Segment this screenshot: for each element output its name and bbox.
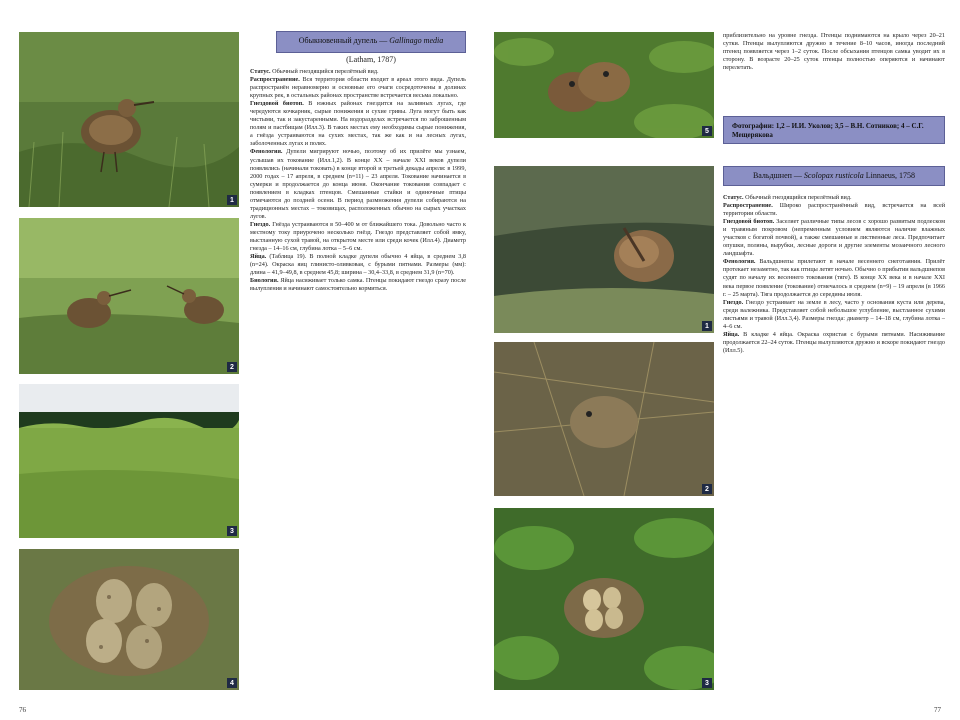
paragraph-nest: Гнездо. Гнездо устраивает на земле в лесу, часто у основания куста или дерева, среди валежника. Представляет собой небольшое углубление, выстланное сухими листьями и травой (Илл.3,4). Размеры гнезда: диаметр – 14–18 см, глубина лотка – 4–6 см. xyxy=(723,298,945,330)
paragraph-distribution: Распространение. Вся территория области входит в ареал этого вида. Дупель распространён неравномерно и основные его очаги сосредоточены в долинах крупных рек, в остальных районах пространстве встречается весьма локально. xyxy=(250,76,466,100)
photo-woodcock-standing xyxy=(494,166,714,333)
continued-text-snipe: приблизительно на уровне гнезда. Птенцы поднимаются на крыло через 20–21 сутки. Птенцы вылупляются дружно в течение 8–10 часов, иногда последний птенец появляется через 1–2 суток. После обсыхания птенцов самка уводит их в сторону. В возрасте 20–25 суток птенцы полностью оперяются и начинают перелетать. xyxy=(723,32,945,72)
species-header-snipe: Обыкновенный дупель — Gallinago media xyxy=(276,31,466,53)
paragraph-status: Статус. Обычный гнездящийся перелётный вид. xyxy=(723,194,852,201)
photo-snipe-pair xyxy=(19,218,239,374)
paragraph-eggs: Яйца. (Таблица 19). В полной кладке дупеля обычно 4 яйца, в среднем 3,8 (n=24). Окраска яиц глинисто-оливковая, с бурыми пятнами. Размеры (мм): длина – 41,9–49,8, в среднем 45,8; ширина – 30,4–33,8, в среднем 31,9 (n=70). xyxy=(250,253,466,277)
paragraph-habitat: Гнездовой биотоп. Заселяет различные типы лесов с хорошо развитым подлеском и травяным покровом (непременным условием являются наличие влажных участков с богатой почвой), а также смешанные и лиственные леса. Предпочитает опушки, поляны, вырубки, лесные дороги и другие элементы мозаичного лесного ландшафта. xyxy=(723,218,945,258)
paragraph-phenology: Фенология. Дупели мигрируют ночью, поэтому об их прилёте мы узнаем, услышав их токование (Илл.1,2). В конце XX – начале XXI веков дупели появлялись (начинали токовать) в конце второй и третьей декады апреля: в 1999, 2000 годах – 17 апреля, в среднем (n=11) – 23 апреля. Токование начинается в сумерки и продолжается до конца июня. Окончание токования совпадает с появлением в кладках птенцов. Смешанные стайки и одиночные птицы отмечаются до поздней осени. В период размножения дупели собираются на традиционных местах – токовищах, расположенных обычно на сырых участках лугов. xyxy=(250,148,466,220)
photo-number: 3 xyxy=(227,526,237,536)
paragraph-phenology: Фенология. Вальдшнепы прилетают в начале весеннего снеготаяния. Прилёт протекает незаметно, так как птицы летят ночью. Обычно о прибытии вальдшнепов судят по началу их весеннего токования (тяге). В конце XX века и в начале XXI века первое появление (токование) отмечалось в среднем (n=9) – 19 апреля (в 1966 г. – 25 марта). Тяга продолжается до середины июля. xyxy=(723,258,945,298)
page-number-right: 77 xyxy=(934,706,941,714)
species-text-snipe xyxy=(250,68,466,700)
paragraph-nest: Гнездо. Гнёзда устраиваются в 50–400 м от ближайшего тока. Довольно часто к местному току приурочено несколько гнёзд. Гнездо представляет собой ямку, выстланную сухой травой, на открытом месте или среди кочек (Илл.4). Диаметр гнезда – 14–16 см, глубина лотка – 5–6 см. xyxy=(250,220,466,253)
paragraph-status: Статус. Обычный гнездящийся перелётный вид. xyxy=(250,68,379,75)
photo-number: 4 xyxy=(227,678,237,688)
species-latin: Scolopax rusticola xyxy=(803,171,864,180)
photo-number: 1 xyxy=(227,195,237,205)
paragraph-biology: Биология. Яйца насиживает только самка. Птенцы покидают гнездо сразу после вылупления и начинают самостоятельно кормиться. xyxy=(250,277,466,293)
photo-number: 3 xyxy=(702,678,712,688)
paragraph-eggs: Яйца. В кладке 4 яйца. Окраска охристая с бурыми пятнами. Насиживание продолжается 22–24 суток. Птенцы вылупляются дружно и вскоре покидают гнездо (Илл.5). xyxy=(723,330,945,354)
photo-meadow-habitat xyxy=(19,384,239,538)
photo-credits: Фотографии: 1,2 – И.И. Уколов; 3,5 – В.Н. Сотников; 4 – С.Г. Мещерякова xyxy=(723,116,945,144)
photo-number: 2 xyxy=(702,484,712,494)
paragraph-habitat: Гнездовой биотоп. В южных районах гнездится на заливных лугах, где чередуются кочкарник, сырые понижения и сухие гривы. Луга могут быть как чистыми, так и закустаренными. На водоразделах встречается по заброшенным полям и пастбищам (Илл.3). В таких местах ему необходимы сырые понижения, а гнёзда устраиваются на сухих местах, так же как и на лесных лугах, заболоченных лугах и полях. xyxy=(250,100,466,148)
photo-snipe-nest-eggs xyxy=(19,549,239,690)
page-number-left: 76 xyxy=(19,706,26,714)
photo-woodcock-nest-eggs xyxy=(494,508,714,690)
photo-woodcock-on-nest xyxy=(494,342,714,496)
species-title: Вальдшнеп xyxy=(752,171,792,180)
photo-number: 5 xyxy=(702,126,712,136)
paragraph-distribution: Распространение. Широко распространённый вид, встречается на всей территории области. xyxy=(723,202,945,218)
species-header-woodcock: Вальдшнеп — Scolopax rusticola Linnaeus, 1758 xyxy=(723,166,945,186)
photo-number: 2 xyxy=(227,362,237,372)
photo-snipe-chicks xyxy=(494,32,714,138)
species-title: Обыкновенный дупель xyxy=(298,36,378,45)
species-author: (Latham, 1787) xyxy=(346,55,396,64)
species-author: Linnaeus, 1758 xyxy=(865,171,916,180)
photo-number: 1 xyxy=(702,321,712,331)
species-text-woodcock xyxy=(723,194,945,700)
photo-snipe-displaying xyxy=(19,32,239,207)
species-latin: Gallinago media xyxy=(389,36,444,45)
right-page xyxy=(480,0,960,720)
